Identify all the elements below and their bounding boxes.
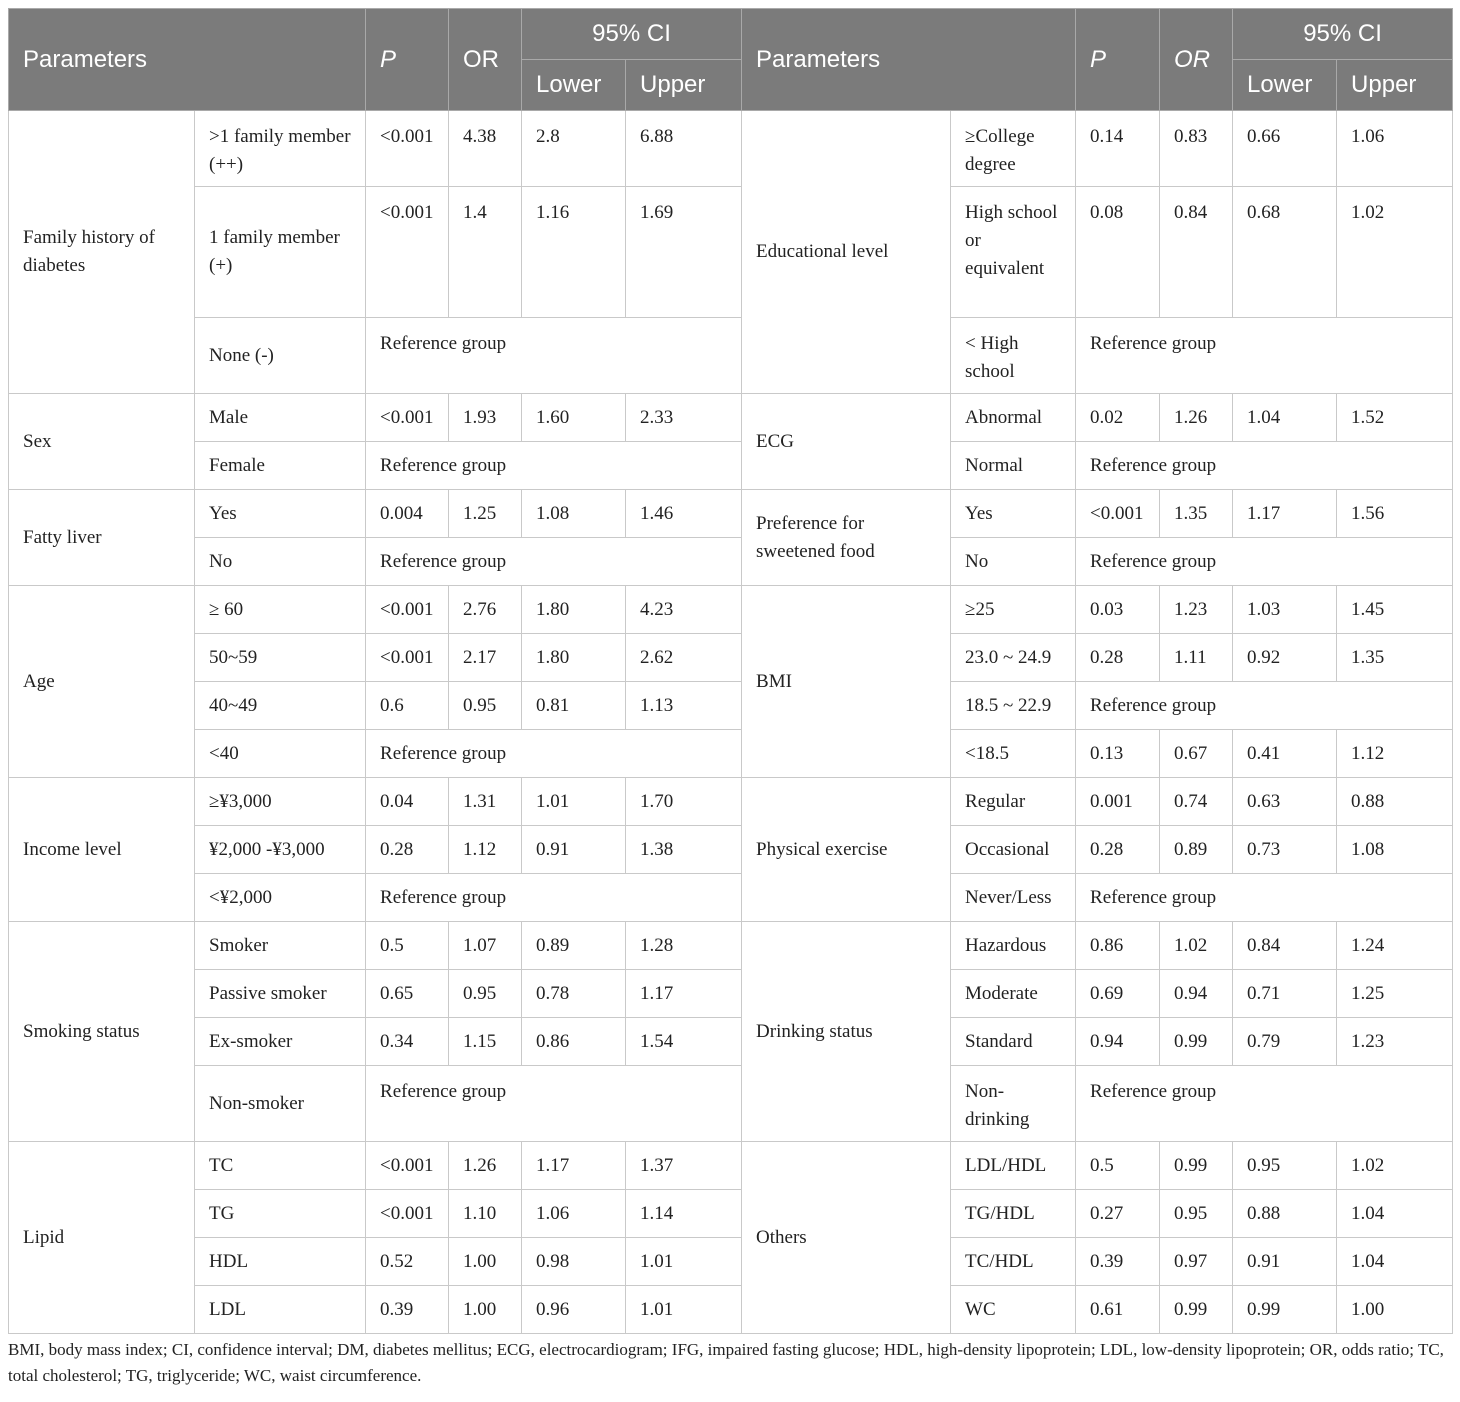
category-cell: LDL/HDL bbox=[951, 1142, 1076, 1190]
group-drinking-status: Drinking status bbox=[742, 922, 951, 1142]
ci-upper: 6.88 bbox=[626, 111, 742, 187]
or-value: 1.11 bbox=[1160, 634, 1233, 682]
group-bmi: BMI bbox=[742, 586, 951, 778]
category-cell: Female bbox=[195, 442, 366, 490]
category-cell: LDL bbox=[195, 1286, 366, 1334]
group-age: Age bbox=[9, 586, 195, 778]
ci-lower: 1.04 bbox=[1233, 394, 1337, 442]
ci-lower: 0.86 bbox=[522, 1018, 626, 1066]
table-row bbox=[9, 682, 1453, 730]
table-row bbox=[9, 922, 1453, 970]
ci-upper: 1.08 bbox=[1337, 826, 1453, 874]
or-value: 1.25 bbox=[449, 490, 522, 538]
p-value: <0.001 bbox=[1076, 490, 1160, 538]
p-value: 0.03 bbox=[1076, 586, 1160, 634]
ci-lower: 2.8 bbox=[522, 111, 626, 187]
ci-lower: 0.91 bbox=[1233, 1238, 1337, 1286]
ci-upper: 1.37 bbox=[626, 1142, 742, 1190]
ci-lower: 0.71 bbox=[1233, 970, 1337, 1018]
p-value: 0.14 bbox=[1076, 111, 1160, 187]
ci-lower: 0.92 bbox=[1233, 634, 1337, 682]
ci-lower: 1.06 bbox=[522, 1190, 626, 1238]
ci-lower: 1.16 bbox=[522, 187, 626, 318]
header-ci-right: 95% CI bbox=[1233, 9, 1453, 60]
category-cell: <40 bbox=[195, 730, 366, 778]
p-value: 0.02 bbox=[1076, 394, 1160, 442]
p-value: 0.27 bbox=[1076, 1190, 1160, 1238]
ci-lower: 0.95 bbox=[1233, 1142, 1337, 1190]
table-body bbox=[9, 111, 1453, 1334]
category-cell: High school or equivalent bbox=[951, 187, 1076, 318]
p-value: 0.28 bbox=[1076, 826, 1160, 874]
or-value: 1.31 bbox=[449, 778, 522, 826]
category-cell: Smoker bbox=[195, 922, 366, 970]
ci-lower: 0.63 bbox=[1233, 778, 1337, 826]
or-value: 0.89 bbox=[1160, 826, 1233, 874]
ci-lower: 1.60 bbox=[522, 394, 626, 442]
or-value: 0.74 bbox=[1160, 778, 1233, 826]
category-cell: Non-smoker bbox=[195, 1066, 366, 1142]
or-value: 0.84 bbox=[1160, 187, 1233, 318]
header-parameters-right: Parameters bbox=[742, 9, 1076, 111]
category-cell: >1 family member (++) bbox=[195, 111, 366, 187]
ci-lower: 1.03 bbox=[1233, 586, 1337, 634]
ci-upper: 1.04 bbox=[1337, 1238, 1453, 1286]
category-cell: 1 family member (+) bbox=[195, 187, 366, 318]
ci-upper: 1.02 bbox=[1337, 187, 1453, 318]
p-value: 0.86 bbox=[1076, 922, 1160, 970]
category-cell: Abnormal bbox=[951, 394, 1076, 442]
table-row bbox=[9, 586, 1453, 634]
group-physical-exercise: Physical exercise bbox=[742, 778, 951, 922]
ci-lower: 0.66 bbox=[1233, 111, 1337, 187]
ci-upper: 1.46 bbox=[626, 490, 742, 538]
or-value: 4.38 bbox=[449, 111, 522, 187]
or-value: 1.00 bbox=[449, 1286, 522, 1334]
p-value: 0.28 bbox=[366, 826, 449, 874]
p-value: 0.001 bbox=[1076, 778, 1160, 826]
or-value: 0.95 bbox=[449, 682, 522, 730]
ci-upper: 0.88 bbox=[1337, 778, 1453, 826]
or-value: 1.15 bbox=[449, 1018, 522, 1066]
ci-lower: 0.91 bbox=[522, 826, 626, 874]
category-cell: 18.5 ~ 22.9 bbox=[951, 682, 1076, 730]
ci-upper: 1.52 bbox=[1337, 394, 1453, 442]
ci-upper: 1.28 bbox=[626, 922, 742, 970]
or-value: 1.23 bbox=[1160, 586, 1233, 634]
ci-upper: 4.23 bbox=[626, 586, 742, 634]
group-others: Others bbox=[742, 1142, 951, 1334]
table-row bbox=[9, 730, 1453, 778]
table-row bbox=[9, 1018, 1453, 1066]
ci-upper: 1.04 bbox=[1337, 1190, 1453, 1238]
reference-group: Reference group bbox=[1076, 538, 1453, 586]
reference-group: Reference group bbox=[1076, 318, 1453, 394]
category-cell: <¥2,000 bbox=[195, 874, 366, 922]
or-value: 0.95 bbox=[449, 970, 522, 1018]
p-value: 0.08 bbox=[1076, 187, 1160, 318]
category-cell: Yes bbox=[951, 490, 1076, 538]
p-value: 0.65 bbox=[366, 970, 449, 1018]
p-value: <0.001 bbox=[366, 394, 449, 442]
ci-upper: 1.69 bbox=[626, 187, 742, 318]
category-cell: ≥ 60 bbox=[195, 586, 366, 634]
header-parameters-left: Parameters bbox=[9, 9, 366, 111]
category-cell: Hazardous bbox=[951, 922, 1076, 970]
ci-upper: 1.70 bbox=[626, 778, 742, 826]
group-sex: Sex bbox=[9, 394, 195, 490]
header-upper-left: Upper bbox=[626, 60, 742, 111]
p-value: <0.001 bbox=[366, 111, 449, 187]
category-cell: Non-drinking bbox=[951, 1066, 1076, 1142]
reference-group: Reference group bbox=[366, 730, 742, 778]
table-row bbox=[9, 970, 1453, 1018]
category-cell: <18.5 bbox=[951, 730, 1076, 778]
reference-group: Reference group bbox=[1076, 874, 1453, 922]
header-or-left: OR bbox=[449, 9, 522, 111]
table-row bbox=[9, 442, 1453, 490]
p-value: 0.04 bbox=[366, 778, 449, 826]
p-value: 0.34 bbox=[366, 1018, 449, 1066]
or-value: 0.83 bbox=[1160, 111, 1233, 187]
reference-group: Reference group bbox=[1076, 442, 1453, 490]
p-value: <0.001 bbox=[366, 586, 449, 634]
or-value: 2.17 bbox=[449, 634, 522, 682]
category-cell: None (-) bbox=[195, 318, 366, 394]
table-header bbox=[9, 9, 1453, 111]
category-cell: TG/HDL bbox=[951, 1190, 1076, 1238]
category-cell: 50~59 bbox=[195, 634, 366, 682]
ci-lower: 0.68 bbox=[1233, 187, 1337, 318]
or-value: 0.97 bbox=[1160, 1238, 1233, 1286]
ci-lower: 0.81 bbox=[522, 682, 626, 730]
table-row bbox=[9, 1066, 1453, 1142]
category-cell: Regular bbox=[951, 778, 1076, 826]
category-cell: TG bbox=[195, 1190, 366, 1238]
category-cell: No bbox=[195, 538, 366, 586]
ci-lower: 0.99 bbox=[1233, 1286, 1337, 1334]
reference-group: Reference group bbox=[366, 874, 742, 922]
ci-lower: 1.01 bbox=[522, 778, 626, 826]
header-upper-right: Upper bbox=[1337, 60, 1453, 111]
header-p-left: P bbox=[366, 9, 449, 111]
or-value: 1.26 bbox=[1160, 394, 1233, 442]
table-row bbox=[9, 634, 1453, 682]
ci-lower: 0.79 bbox=[1233, 1018, 1337, 1066]
category-cell: HDL bbox=[195, 1238, 366, 1286]
table-row bbox=[9, 318, 1453, 394]
header-ci-left: 95% CI bbox=[522, 9, 742, 60]
header-lower-right: Lower bbox=[1233, 60, 1337, 111]
ci-upper: 2.33 bbox=[626, 394, 742, 442]
table-row bbox=[9, 394, 1453, 442]
or-value: 2.76 bbox=[449, 586, 522, 634]
ci-upper: 1.00 bbox=[1337, 1286, 1453, 1334]
or-value: 1.00 bbox=[449, 1238, 522, 1286]
table-row bbox=[9, 187, 1453, 318]
or-value: 1.26 bbox=[449, 1142, 522, 1190]
ci-lower: 1.80 bbox=[522, 586, 626, 634]
table-footnote: BMI, body mass index; CI, confidence interval; DM, diabetes mellitus; ECG, electrocardiogram; IFG, impaired fasting glucose; HDL, high-density lipoprotein; LDL, low-density lipoprotein; OR, odds ratio; TC, total cholesterol; TG, triglyceride; WC, waist circumference. bbox=[8, 1340, 1444, 1385]
or-value: 0.99 bbox=[1160, 1018, 1233, 1066]
ci-lower: 1.08 bbox=[522, 490, 626, 538]
table-row bbox=[9, 1238, 1453, 1286]
or-value: 1.35 bbox=[1160, 490, 1233, 538]
p-value: 0.69 bbox=[1076, 970, 1160, 1018]
group-income-level: Income level bbox=[9, 778, 195, 922]
p-value: 0.5 bbox=[366, 922, 449, 970]
or-value: 1.10 bbox=[449, 1190, 522, 1238]
group-sweetened-food: Preference for sweetened food bbox=[742, 490, 951, 586]
ci-upper: 1.56 bbox=[1337, 490, 1453, 538]
ci-upper: 1.01 bbox=[626, 1286, 742, 1334]
or-value: 0.99 bbox=[1160, 1286, 1233, 1334]
table-row bbox=[9, 826, 1453, 874]
ci-lower: 0.84 bbox=[1233, 922, 1337, 970]
category-cell: Standard bbox=[951, 1018, 1076, 1066]
p-value: <0.001 bbox=[366, 1142, 449, 1190]
category-cell: Normal bbox=[951, 442, 1076, 490]
ci-upper: 1.35 bbox=[1337, 634, 1453, 682]
p-value: 0.61 bbox=[1076, 1286, 1160, 1334]
ci-lower: 1.17 bbox=[1233, 490, 1337, 538]
reference-group: Reference group bbox=[366, 318, 742, 394]
table-row bbox=[9, 111, 1453, 187]
category-cell: Male bbox=[195, 394, 366, 442]
category-cell: ≥College degree bbox=[951, 111, 1076, 187]
category-cell: Moderate bbox=[951, 970, 1076, 1018]
table-row bbox=[9, 1286, 1453, 1334]
category-cell: Ex-smoker bbox=[195, 1018, 366, 1066]
ci-upper: 1.25 bbox=[1337, 970, 1453, 1018]
ci-upper: 1.54 bbox=[626, 1018, 742, 1066]
category-cell: TC/HDL bbox=[951, 1238, 1076, 1286]
p-value: 0.004 bbox=[366, 490, 449, 538]
ci-lower: 1.17 bbox=[522, 1142, 626, 1190]
category-cell: No bbox=[951, 538, 1076, 586]
group-lipid: Lipid bbox=[9, 1142, 195, 1334]
table-container bbox=[8, 8, 1452, 1389]
ci-lower: 0.73 bbox=[1233, 826, 1337, 874]
p-value: <0.001 bbox=[366, 634, 449, 682]
p-value: 0.5 bbox=[1076, 1142, 1160, 1190]
category-cell: Passive smoker bbox=[195, 970, 366, 1018]
ci-upper: 1.06 bbox=[1337, 111, 1453, 187]
ci-upper: 1.01 bbox=[626, 1238, 742, 1286]
ci-lower: 0.41 bbox=[1233, 730, 1337, 778]
category-cell: WC bbox=[951, 1286, 1076, 1334]
ci-upper: 1.02 bbox=[1337, 1142, 1453, 1190]
ci-upper: 1.12 bbox=[1337, 730, 1453, 778]
table-row bbox=[9, 1142, 1453, 1190]
ci-upper: 1.13 bbox=[626, 682, 742, 730]
category-cell: 40~49 bbox=[195, 682, 366, 730]
table-row bbox=[9, 874, 1453, 922]
or-value: 1.4 bbox=[449, 187, 522, 318]
p-value: 0.94 bbox=[1076, 1018, 1160, 1066]
ci-upper: 1.23 bbox=[1337, 1018, 1453, 1066]
ci-upper: 1.14 bbox=[626, 1190, 742, 1238]
ci-upper: 1.45 bbox=[1337, 586, 1453, 634]
or-value: 0.94 bbox=[1160, 970, 1233, 1018]
group-ecg: ECG bbox=[742, 394, 951, 490]
category-cell: ≥25 bbox=[951, 586, 1076, 634]
p-value: 0.28 bbox=[1076, 634, 1160, 682]
category-cell: Occasional bbox=[951, 826, 1076, 874]
group-fatty-liver: Fatty liver bbox=[9, 490, 195, 586]
ci-upper: 2.62 bbox=[626, 634, 742, 682]
ci-lower: 0.88 bbox=[1233, 1190, 1337, 1238]
ci-lower: 0.98 bbox=[522, 1238, 626, 1286]
table-row bbox=[9, 538, 1453, 586]
category-cell: ≥¥3,000 bbox=[195, 778, 366, 826]
p-value: <0.001 bbox=[366, 187, 449, 318]
p-value: <0.001 bbox=[366, 1190, 449, 1238]
reference-group: Reference group bbox=[366, 538, 742, 586]
header-p-right: P bbox=[1076, 9, 1160, 111]
category-cell: ¥2,000 -¥3,000 bbox=[195, 826, 366, 874]
ci-lower: 0.78 bbox=[522, 970, 626, 1018]
or-value: 1.07 bbox=[449, 922, 522, 970]
reference-group: Reference group bbox=[1076, 682, 1453, 730]
ci-upper: 1.24 bbox=[1337, 922, 1453, 970]
table-row bbox=[9, 1190, 1453, 1238]
p-value: 0.39 bbox=[1076, 1238, 1160, 1286]
table-row bbox=[9, 490, 1453, 538]
header-or-right: OR bbox=[1160, 9, 1233, 111]
header-lower-left: Lower bbox=[522, 60, 626, 111]
ci-upper: 1.38 bbox=[626, 826, 742, 874]
or-value: 0.95 bbox=[1160, 1190, 1233, 1238]
category-cell: Never/Less bbox=[951, 874, 1076, 922]
ci-lower: 0.96 bbox=[522, 1286, 626, 1334]
category-cell: < High school bbox=[951, 318, 1076, 394]
reference-group: Reference group bbox=[366, 442, 742, 490]
group-family-history: Family history of diabetes bbox=[9, 111, 195, 394]
or-value: 1.02 bbox=[1160, 922, 1233, 970]
table-row bbox=[9, 778, 1453, 826]
ci-upper: 1.17 bbox=[626, 970, 742, 1018]
category-cell: Yes bbox=[195, 490, 366, 538]
category-cell: TC bbox=[195, 1142, 366, 1190]
reference-group: Reference group bbox=[1076, 1066, 1453, 1142]
ci-lower: 1.80 bbox=[522, 634, 626, 682]
category-cell: 23.0 ~ 24.9 bbox=[951, 634, 1076, 682]
group-educational-level: Educational level bbox=[742, 111, 951, 394]
p-value: 0.39 bbox=[366, 1286, 449, 1334]
or-value: 0.67 bbox=[1160, 730, 1233, 778]
ci-lower: 0.89 bbox=[522, 922, 626, 970]
logistic-regression-table bbox=[8, 8, 1453, 1334]
or-value: 0.99 bbox=[1160, 1142, 1233, 1190]
reference-group: Reference group bbox=[366, 1066, 742, 1142]
p-value: 0.6 bbox=[366, 682, 449, 730]
p-value: 0.13 bbox=[1076, 730, 1160, 778]
or-value: 1.12 bbox=[449, 826, 522, 874]
group-smoking-status: Smoking status bbox=[9, 922, 195, 1142]
or-value: 1.93 bbox=[449, 394, 522, 442]
p-value: 0.52 bbox=[366, 1238, 449, 1286]
